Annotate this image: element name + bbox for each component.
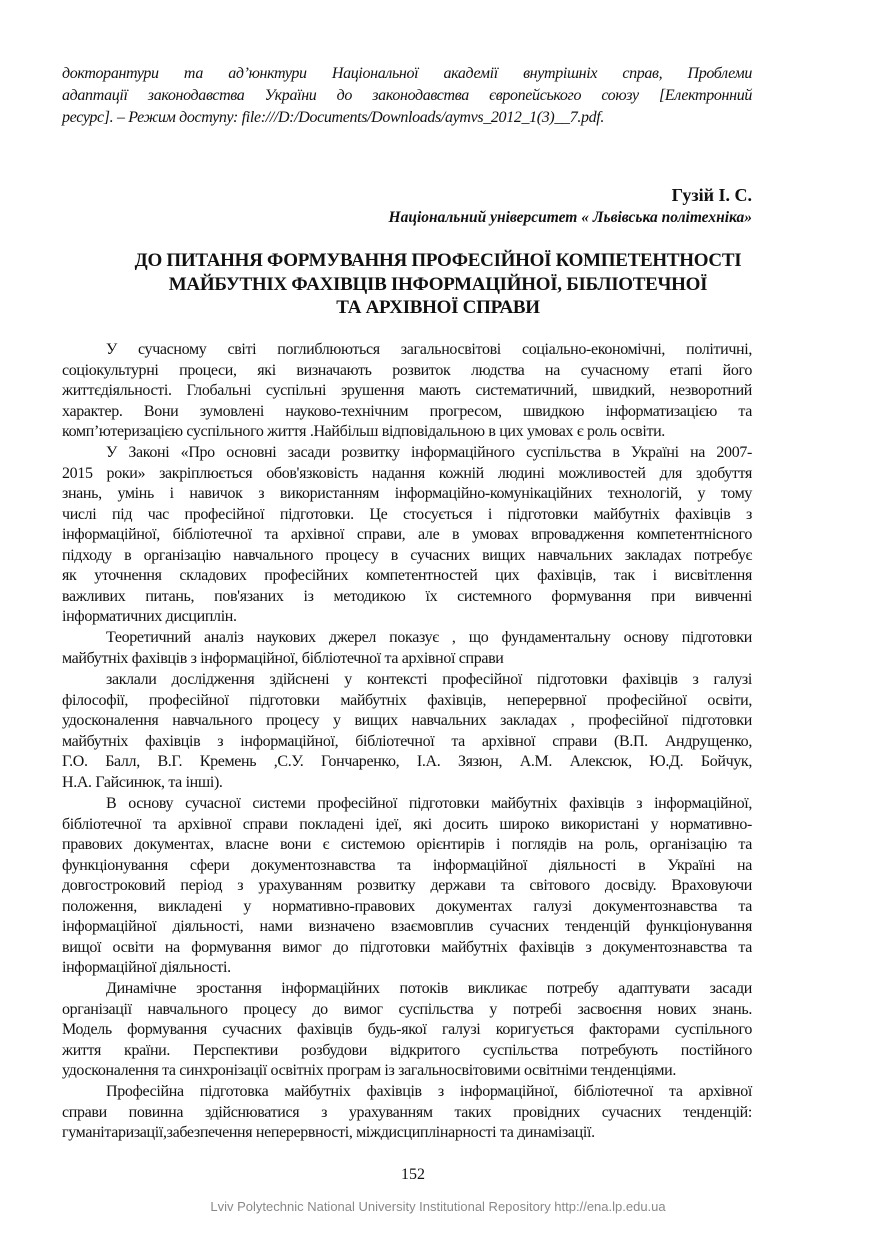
text-line: 2015 роки» закріплюється обов'язковість надання кожній людині можливостей для здобуття <box>62 464 752 482</box>
text-line: Н.А. Гайсинюк, та інші). <box>62 773 223 791</box>
body-paragraph <box>62 794 752 979</box>
body-paragraph <box>62 670 752 793</box>
text-line: У сучасному світі поглиблюються загальносвітові соціально-економічні, політичні, <box>106 341 752 358</box>
text-line: В основу сучасної системи професійної підготовки майбутніх фахівців з інформаційної, <box>106 795 752 812</box>
text-line: заклали дослідження здійснені у контексті професійної підготовки фахівців з галузі <box>106 671 752 688</box>
body-paragraph <box>62 979 752 1082</box>
text-line: У Законі «Про основні засади розвитку інформаційного суспільства в Україні на 2007- <box>106 444 752 461</box>
text-line: життя країни. Перспективи розбудови відкритого суспільства потребують постійного <box>62 1041 752 1059</box>
text-line: знань, умінь і навичок з використанням інформаційно-комунікаційних технологій, у тому <box>62 485 752 502</box>
text-line: докторантури та ад’юнктури Національної академії внутрішніх справ, Проблеми <box>62 65 752 82</box>
text-line: гуманітаризації,забезпечення неперервності, міждисциплінарності та динамізації. <box>62 1124 595 1141</box>
text-line: інформаційної, бібліотечної та архівної справи, але в умовах впровадження компетентнісного <box>62 526 752 543</box>
text-line: Професійна підготовка майбутніх фахівців з інформаційної, бібліотечної та архівної <box>106 1083 752 1100</box>
body-paragraph <box>62 340 752 443</box>
text-line: вищої освіти на формування вимог до підготовки майбутніх фахівців з документознавства та <box>62 938 752 956</box>
author-institution: Національний університет « Львівська політехніка» <box>388 209 752 226</box>
text-line: удосконалення та синхронізації освітніх програм із загальносвітовими освітніми тенденціями. <box>62 1062 676 1079</box>
text-line: Г.О. Балл, В.Г. Кремень ,С.У. Гончаренко, І.А. Зязюн, А.М. Алексюк, Ю.Д. Бойчук, <box>62 753 752 770</box>
article-title <box>0 249 876 320</box>
text-line: адаптації законодавства України до законодавства європейського союзу [Електронний <box>62 87 752 104</box>
body-paragraph <box>62 628 752 669</box>
text-line: філософії, професійної підготовки майбутніх фахівців, неперервної професійної освіти, <box>62 691 752 709</box>
text-line: важливих питань, пов'язаних із методикою їх системного формування при вивченні <box>62 587 752 605</box>
body-paragraph <box>62 1082 752 1144</box>
text-line: справи повинна здійснюватися з урахуванням таких провідних сучасних тенденцій: <box>62 1103 752 1121</box>
body-paragraph <box>62 443 752 628</box>
text-line: соціокультурні процеси, які визначають розвиток людства на сучасному етапі його <box>62 361 752 379</box>
text-line: характер. Вони зумовлені науково-технічним прогресом, швидкою інформатизацією та <box>62 402 752 420</box>
text-line: Теоретичний аналіз наукових джерел показує , що фундаментальну основу підготовки <box>106 629 752 646</box>
text-line: числі під час професійної підготовки. Це стосується і підготовки майбутніх фахівців з <box>62 505 752 523</box>
text-line: майбутніх фахівців з інформаційної, бібліотечної та архівної справи <box>62 649 504 667</box>
text-line: Динамічне зростання інформаційних потоків викликає потребу адаптувати засади <box>106 980 752 997</box>
text-line: ресурс]. – Режим доступу: file:///D:/Documents/Downloads/aymvs_2012_1(3)__7.pdf. <box>62 109 605 126</box>
reference-continuation <box>62 63 752 129</box>
text-line: інформаційної діяльності, нами визначено взаємовплив сучасних тенденцій функціонування <box>62 918 752 935</box>
text-line: довгостроковий період з урахуванням розвитку держави та світового досвіду. Враховуючи <box>62 877 752 894</box>
text-line: удосконалення навчального процесу у вищих навчальних закладах , професійної підготовки <box>62 712 752 729</box>
text-line: життєдіяльності. Глобальні суспільні зрушення мають систематичний, швидкий, незворотний <box>62 382 752 399</box>
page-number: 152 <box>401 1166 425 1183</box>
text-line: функціонування сфери документознавства та інформаційної діяльності в Україні на <box>62 856 752 874</box>
repository-footer: Lviv Polytechnic National University Institutional Repository http://ena.lp.edu.ua <box>210 1199 666 1214</box>
title-line: МАЙБУТНІХ ФАХІВЦІВ ІНФОРМАЦІЙНОЇ, БІБЛІОТЕЧНОЇ <box>168 273 708 295</box>
title-line: ТА АРХІВНОЇ СПРАВИ <box>336 297 540 318</box>
text-line: підходу в організацію навчального процесу в сучасних вищих навчальних закладах потребує <box>62 546 752 564</box>
text-line: майбутніх фахівців з інформаційної, бібліотечної та архівної справи (В.П. Андрущенко, <box>62 732 752 750</box>
text-line: інформаційної діяльності. <box>62 959 231 976</box>
title-line: ДО ПИТАННЯ ФОРМУВАННЯ ПРОФЕСІЙНОЇ КОМПЕТЕНТНОСТІ <box>134 250 742 271</box>
text-line: бібліотечної та архівної справи покладені ідеї, які досить широко використані у нормативно- <box>62 815 752 833</box>
author-name: Гузій І. С. <box>671 185 752 205</box>
text-line: положення, викладені у нормативно-правових документах галузі документознавства та <box>62 897 752 915</box>
text-line: Модель формування сучасних фахівців будь-якої галузі коригується факторами суспільного <box>62 1021 752 1038</box>
text-line: організації навчального процесу до вимог суспільства у потребі засвоєння нових знань. <box>62 1000 752 1018</box>
text-line: як уточнення складових професійних компетентностей цих фахівців, так і висвітлення <box>62 567 752 584</box>
text-line: інформатичних дисциплін. <box>62 608 237 625</box>
text-line: комп’ютеризацією суспільного життя .Найбільш відповідальною в цих умовах є роль освіти. <box>62 423 665 440</box>
text-line: правових документах, власне вони є системою орієнтирів і поглядів на роль, організацію та <box>62 836 752 853</box>
